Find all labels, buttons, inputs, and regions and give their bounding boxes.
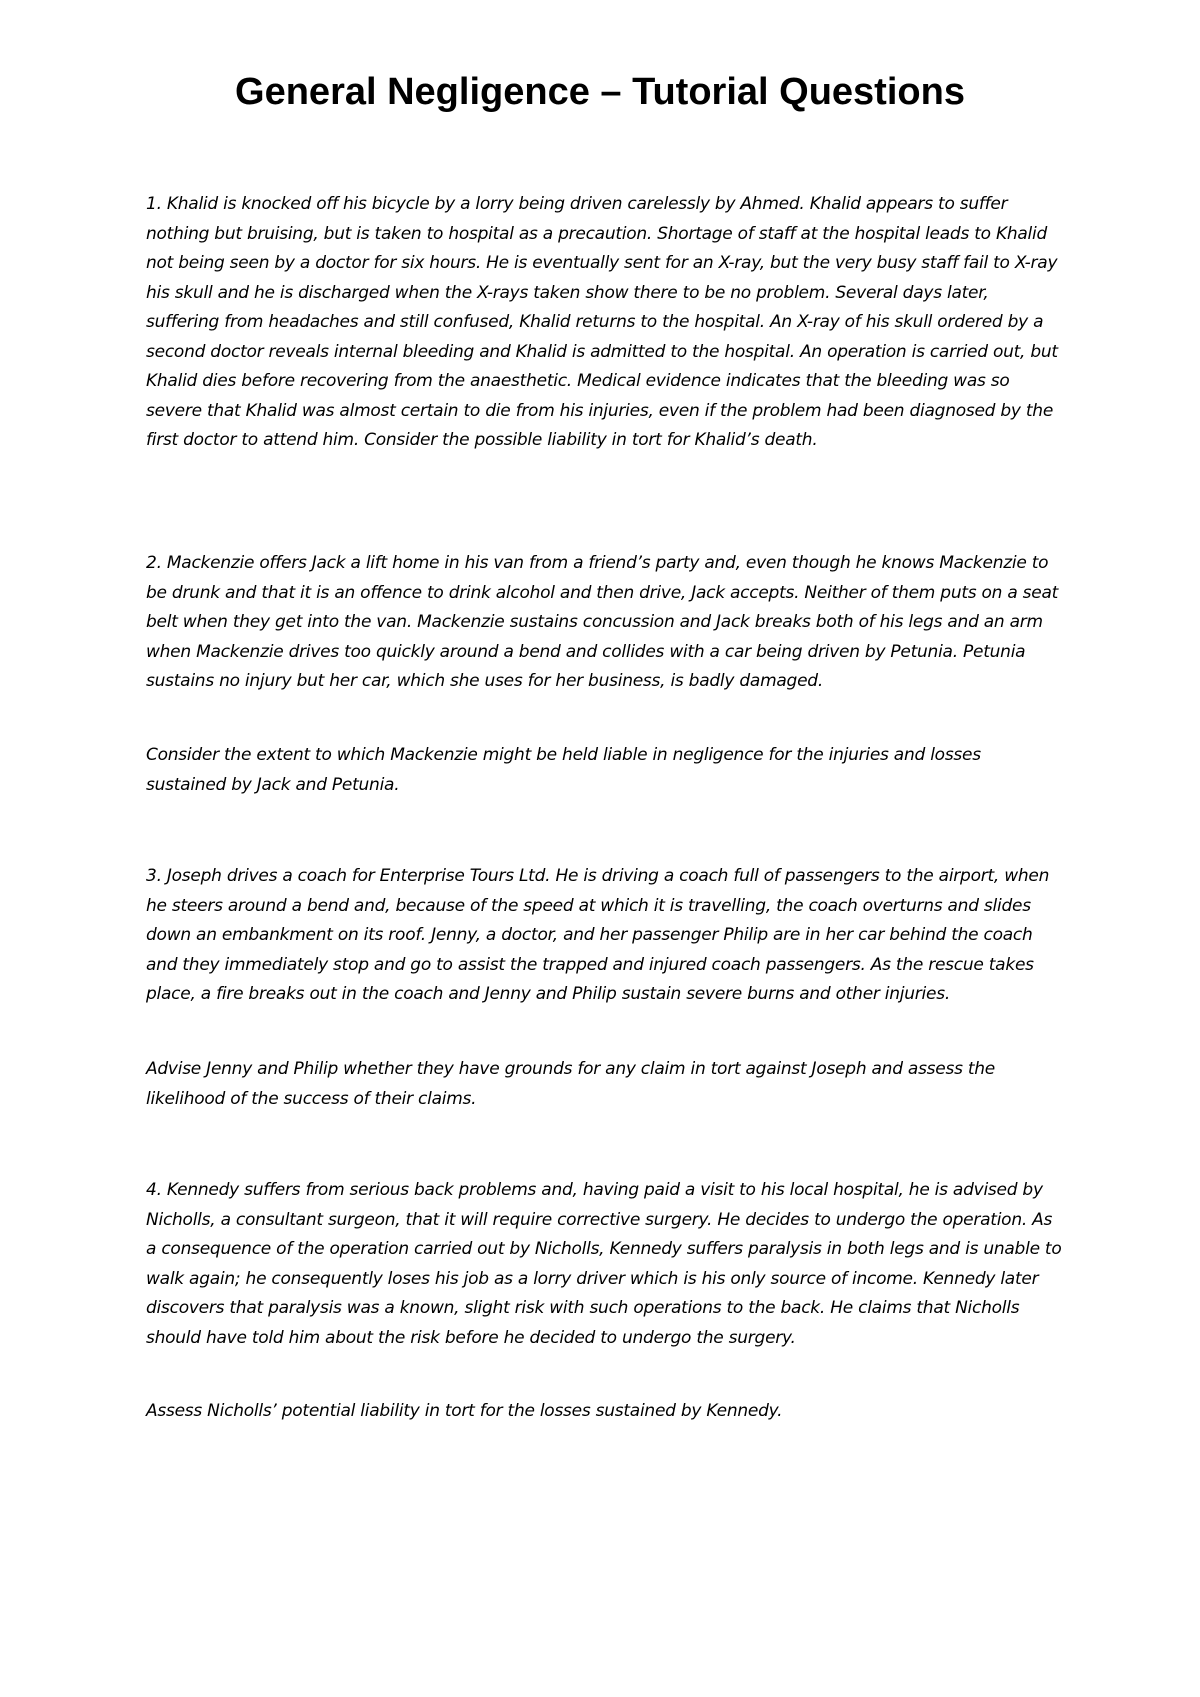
- page-title: General Negligence – Tutorial Questions: [235, 71, 965, 113]
- question-4-task: Assess Nicholls’ potential liability in tort for the losses sustained by Kennedy.: [146, 1401, 783, 1421]
- question-3-text: 3. Joseph drives a coach for Enterprise Tours Ltd. He is driving a coach full of passengers to the airport, when he steers around a bend and, because of the speed at which it is travelling, the coach overturns and slides down an embankment on its roof. Jenny, a doctor, and her passenger Philip are in her car behind the coach and they immediately stop and go to assist the trapped and injured coach passengers. As the rescue takes place, a fire breaks out in the coach and Jenny and Philip sustain severe burns and other injuries.: [146, 866, 1050, 1004]
- question-3-task: Advise Jenny and Philip whether they have grounds for any claim in tort against Joseph and assess the likelihood of the success of their claims.: [146, 1059, 996, 1109]
- question-2-text: 2. Mackenzie offers Jack a lift home in his van from a friend’s party and, even though he knows Mackenzie to be drunk and that it is an offence to drink alcohol and then drive, Jack accepts. Neither of them puts on a seat belt when they get into the van. Mackenzie sustains concussion and Jack breaks both of his legs and an arm when Mackenzie drives too quickly around a bend and collides with a car being driven by Petunia. Petunia sustains no injury but her car, which she uses for her business, is badly damaged.: [146, 553, 1059, 691]
- question-1-text: 1. Khalid is knocked off his bicycle by a lorry being driven carelessly by Ahmed. Khalid appears to suffer nothing but bruising, but is taken to hospital as a precaution. Shortage of staff at the hospital leads to Khalid not being seen by a doctor for six hours. He is eventually sent for an X-ray, but the very busy staff fail to X-ray his skull and he is discharged when the X-rays taken show there to be no problem. Several days later, suffering from headaches and still confused, Khalid returns to the hospital. An X-ray of his skull ordered by a second doctor reveals internal bleeding and Khalid is admitted to the hospital. An operation is carried out, but Khalid dies before recovering from the anaesthetic. Medical evidence indicates that the bleeding was so severe that Khalid was almost certain to die from his injuries, even if the problem had been diagnosed by the first doctor to attend him. Consider the possible liability in tort for Khalid’s death.: [146, 194, 1058, 450]
- question-2-task: Consider the extent to which Mackenzie might be held liable in negligence for the injuries and losses sustained by Jack and Petunia.: [146, 745, 981, 795]
- question-4-text: 4. Kennedy suffers from serious back problems and, having paid a visit to his local hospital, he is advised by Nicholls, a consultant surgeon, that it will require corrective surgery. He decides to undergo the operation. As a consequence of the operation carried out by Nicholls, Kennedy suffers paralysis in both legs and is unable to walk again; he consequently loses his job as a lorry driver which is his only source of income. Kennedy later discovers that paralysis was a known, slight risk with such operations to the back. He claims that Nicholls should have told him about the risk before he decided to undergo the surgery.: [146, 1180, 1062, 1348]
